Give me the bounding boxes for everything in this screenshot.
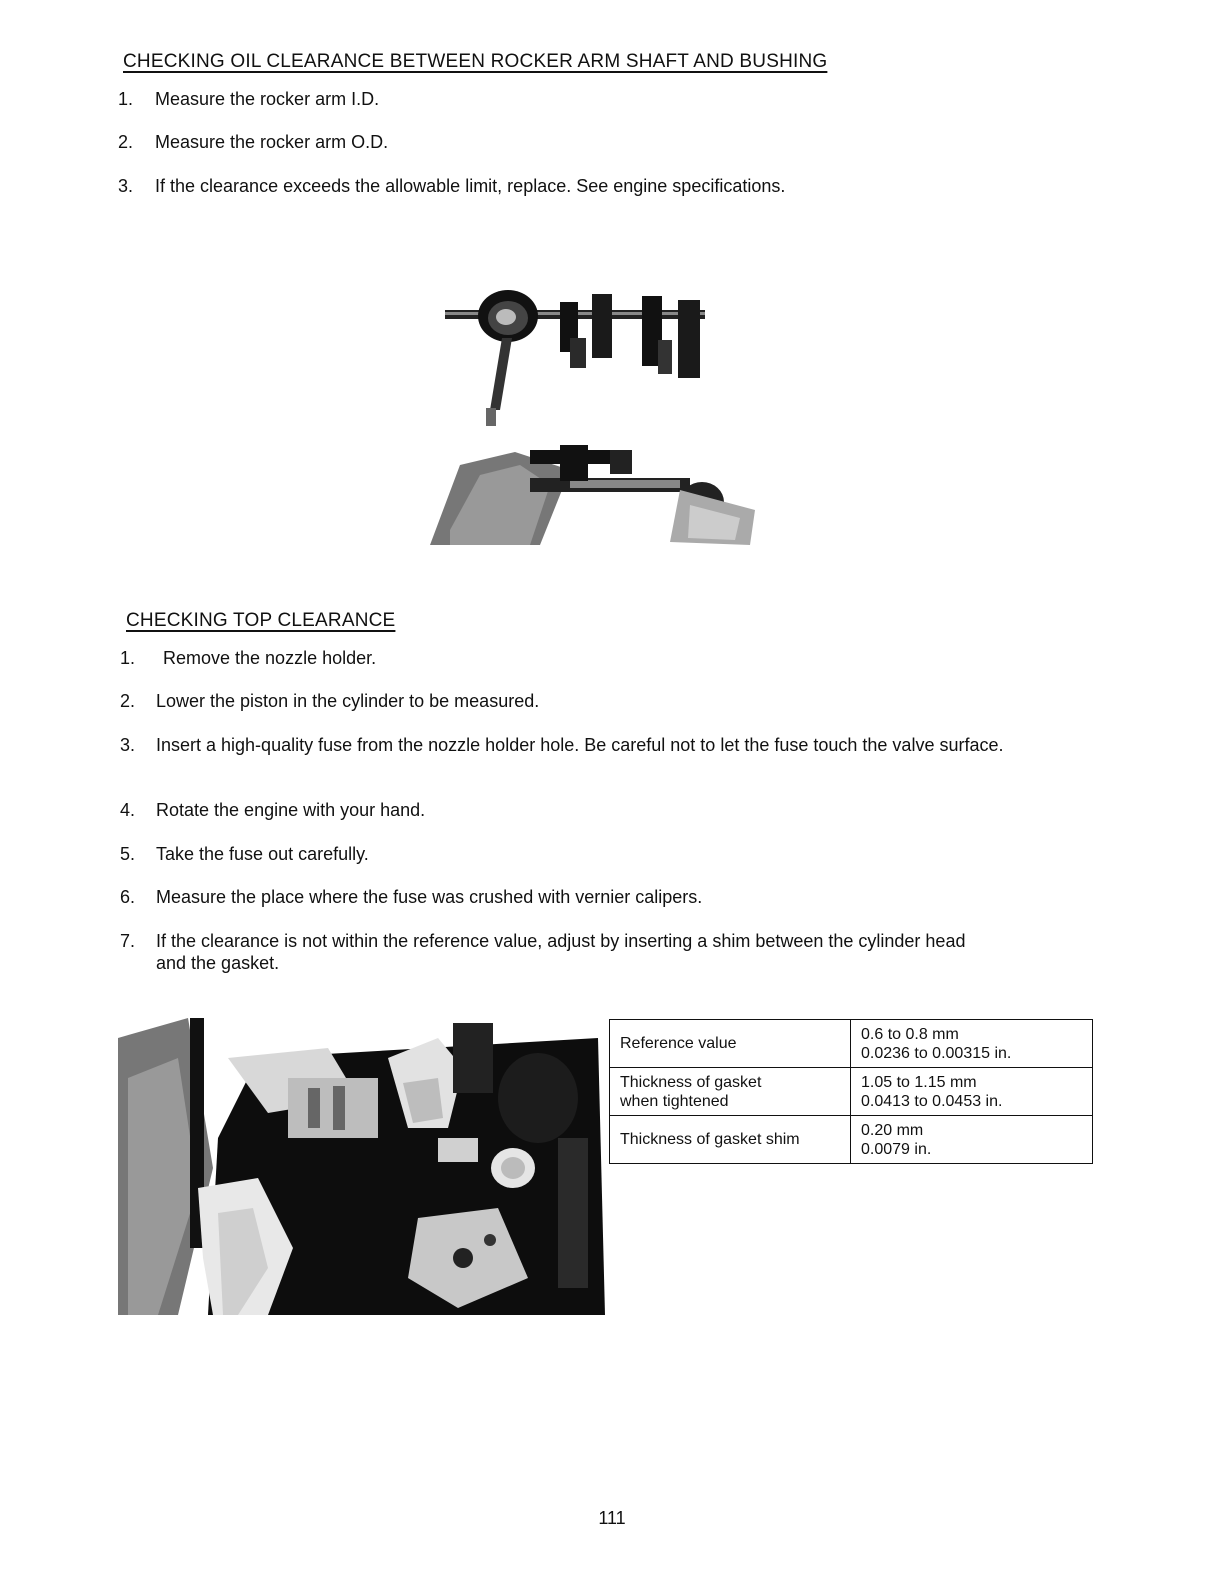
step-number: 1. [118, 89, 134, 109]
step-text: Measure the rocker arm O.D. [155, 132, 389, 152]
step-text: Remove the nozzle holder. [163, 648, 377, 668]
step-text: Lower the piston in the cylinder to be measured. [156, 691, 540, 711]
section-heading-top-clearance: CHECKING TOP CLEARANCE [126, 610, 396, 631]
step-number: 7. [120, 931, 136, 951]
step-number: 3. [118, 176, 134, 196]
cell-text: 0.0079 in. [861, 1140, 932, 1158]
list-item [120, 647, 1020, 671]
step-text: Take the fuse out carefully. [156, 844, 369, 864]
list-item [120, 930, 1020, 976]
table-row [610, 1020, 1093, 1068]
page-number: 111 [598, 1508, 626, 1528]
cell-text: Thickness of gasket shim [620, 1131, 800, 1148]
cell-text: Reference value [620, 1035, 737, 1052]
table-cell-value [851, 1116, 1093, 1164]
cell-text: 0.6 to 0.8 mm [861, 1025, 959, 1043]
step-text: If the clearance exceeds the allowable limit, replace. See engine specifications. [155, 176, 786, 196]
cell-text: when tightened [620, 1092, 729, 1110]
step-number: 3. [120, 735, 136, 755]
step-number: 2. [120, 691, 136, 711]
step-number: 5. [120, 844, 136, 864]
step-number: 4. [120, 800, 136, 820]
cell-text: 0.0413 to 0.0453 in. [861, 1092, 1003, 1110]
step-text: If the clearance is not within the reference value, adjust by inserting a shim between the cylinder head and the gasket. [156, 931, 966, 973]
cell-text: Thickness of gasket [620, 1073, 762, 1091]
table-cell-label [610, 1068, 851, 1116]
list-item [120, 690, 1020, 714]
engine-fuse-insertion-photo [118, 1018, 605, 1315]
step-text: Rotate the engine with your hand. [156, 800, 426, 820]
table-cell-label [610, 1116, 851, 1164]
step-text: Insert a high-quality fuse from the nozzle holder hole. Be careful not to let the fuse touch the valve surface. [156, 735, 1004, 755]
spec-table [609, 1019, 1093, 1164]
step-number: 6. [120, 887, 136, 907]
section-heading-rocker-arm: CHECKING OIL CLEARANCE BETWEEN ROCKER ARM SHAFT AND BUSHING [123, 51, 828, 72]
list-item [118, 131, 1018, 155]
step-text: Measure the place where the fuse was crushed with vernier calipers. [156, 887, 703, 907]
list-item [120, 886, 1020, 910]
table-cell-value [851, 1020, 1093, 1068]
step-number: 1. [120, 648, 136, 668]
table-cell-label [610, 1020, 851, 1068]
list-item [120, 843, 1020, 867]
list-item [120, 734, 1020, 780]
cell-text: 0.20 mm [861, 1121, 924, 1139]
table-cell-value [851, 1068, 1093, 1116]
cell-text: 1.05 to 1.15 mm [861, 1073, 977, 1091]
table-row [610, 1116, 1093, 1164]
list-item [118, 175, 1018, 199]
table-row [610, 1068, 1093, 1116]
step-number: 2. [118, 132, 134, 152]
step-text: Measure the rocker arm I.D. [155, 89, 380, 109]
rocker-arm-measurement-photo [420, 280, 760, 550]
cell-text: 0.0236 to 0.00315 in. [861, 1044, 1012, 1062]
list-item [120, 799, 1020, 823]
list-item [118, 88, 1018, 112]
